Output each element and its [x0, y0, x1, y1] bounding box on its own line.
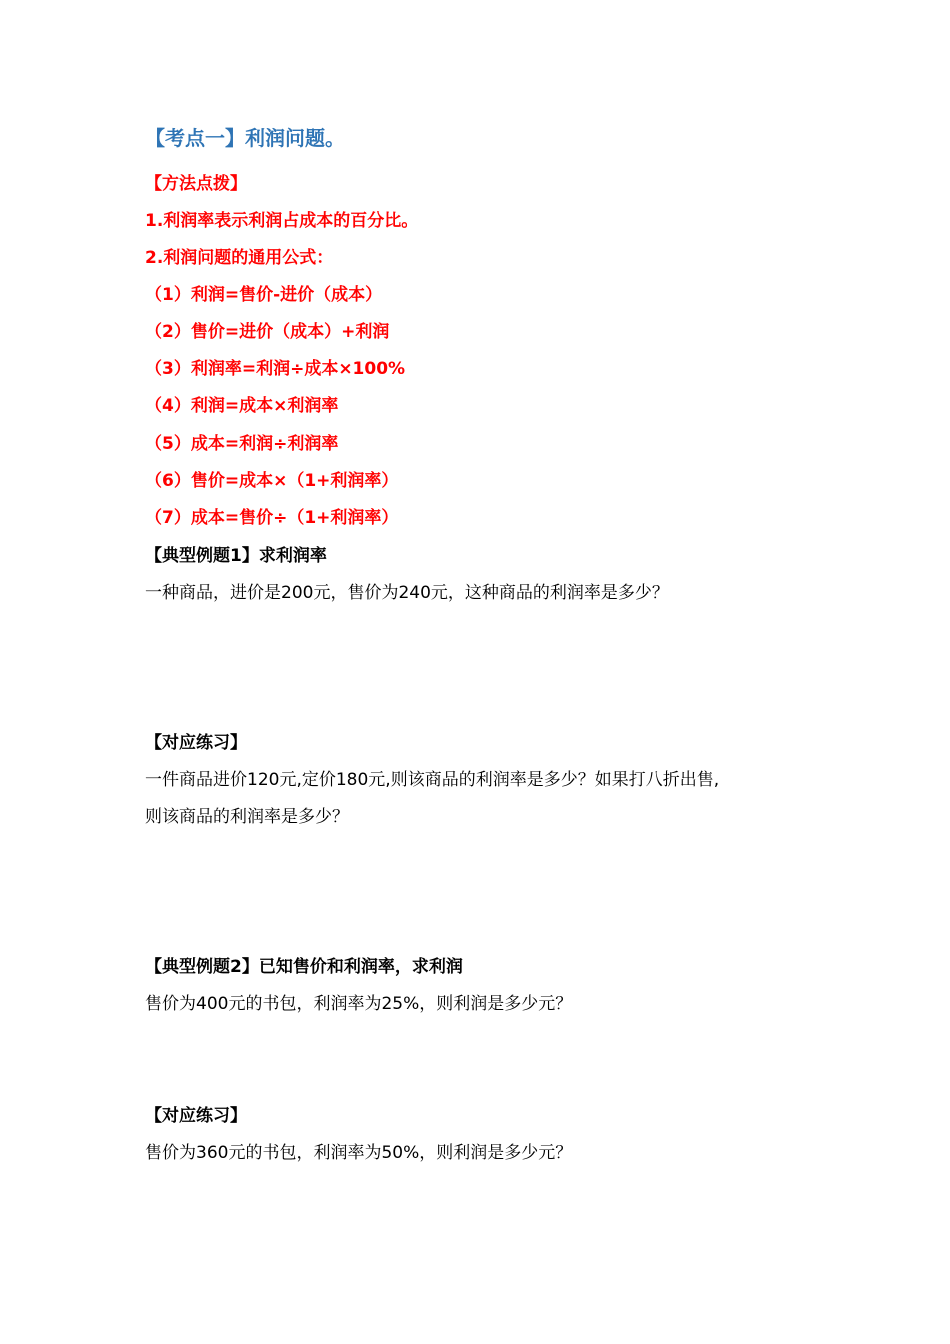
example-2-heading: 【典型例题2】已知售价和利润率，求利润: [145, 957, 463, 977]
formula-5: （5）成本=利润÷利润率: [145, 434, 339, 454]
formula-1: （1）利润=售价-进价（成本）: [145, 285, 383, 305]
section-title: 【考点一】利润问题。: [145, 126, 345, 150]
example-1-question: 一种商品，进价是200元，售价为240元，这种商品的利润率是多少？: [145, 583, 669, 603]
method-point-1: 1.利润率表示利润占成本的百分比。: [145, 211, 419, 231]
formula-7: （7）成本=售价÷（1+利润率）: [145, 508, 399, 528]
formula-3: （3）利润率=利润÷成本×100%: [145, 359, 406, 379]
formula-6: （6）售价=成本×（1+利润率）: [145, 471, 399, 491]
method-point-2: 2.利润问题的通用公式：: [145, 248, 334, 268]
formula-4: （4）利润=成本×利润率: [145, 396, 339, 416]
example-2-question: 售价为400元的书包，利润率为25%，则利润是多少元？: [145, 994, 573, 1014]
practice-1-heading: 【对应练习】: [145, 733, 247, 753]
example-1-heading: 【典型例题1】求利润率: [145, 546, 327, 566]
practice-2-heading: 【对应练习】: [145, 1106, 247, 1126]
practice-1-question-line-2: 则该商品的利润率是多少？: [145, 807, 349, 827]
practice-2-question: 售价为360元的书包，利润率为50%，则利润是多少元？: [145, 1143, 573, 1163]
method-heading: 【方法点拨】: [145, 174, 247, 194]
practice-1-question-line-1: 一件商品进价120元,定价180元,则该商品的利润率是多少？如果打八折出售,: [145, 770, 720, 790]
formula-2: （2）售价=进价（成本）+利润: [145, 322, 390, 342]
